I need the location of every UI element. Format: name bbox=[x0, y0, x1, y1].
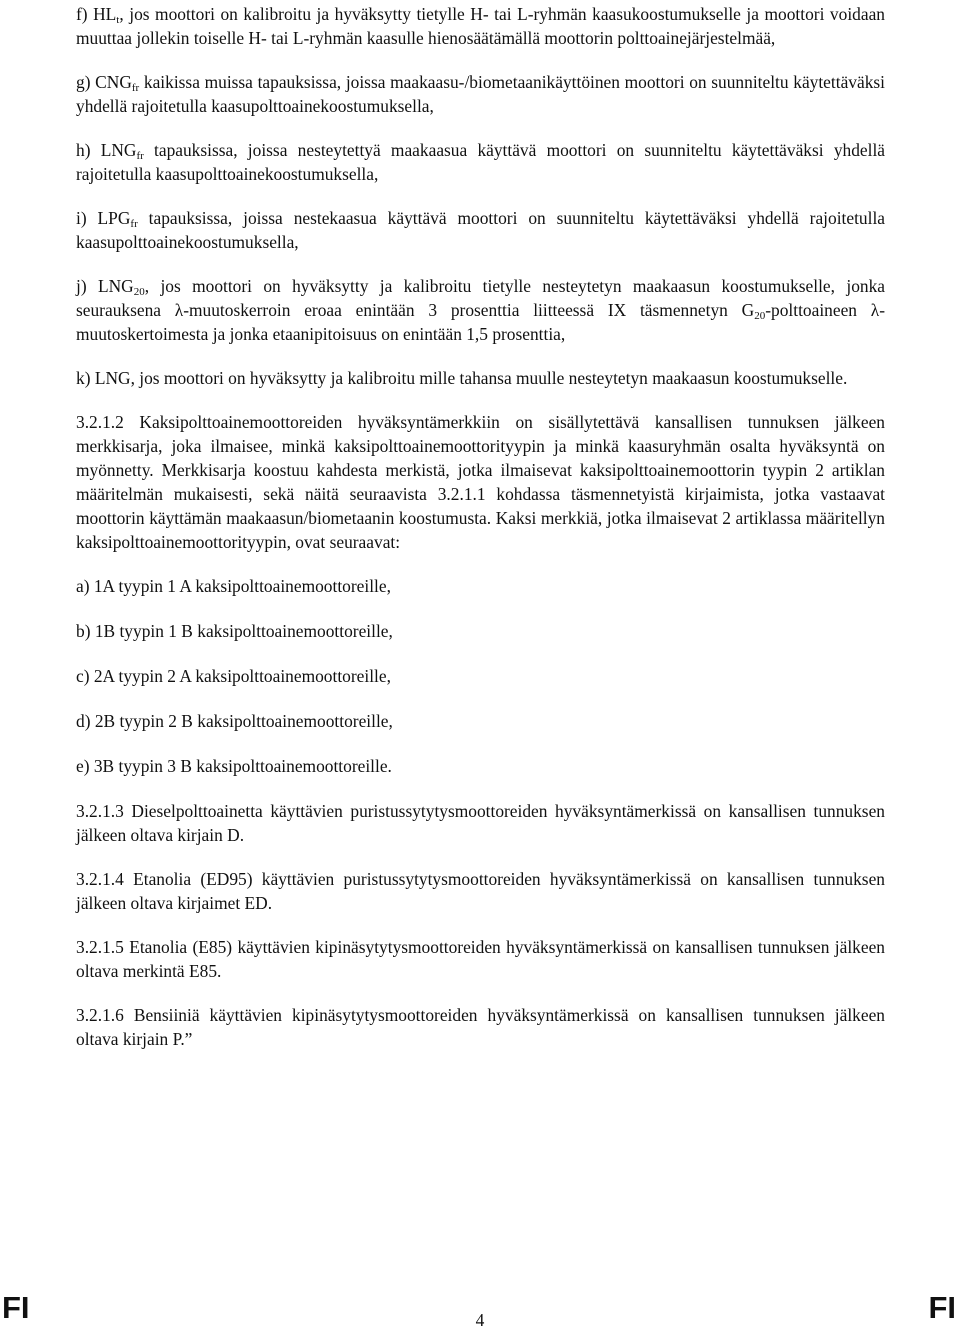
page-number: 4 bbox=[475, 1310, 485, 1330]
paragraph-g: g) $CNG_{fr}$ kaikissa muissa tapauksissa, joissa maakaasu-/biometaanikäyttöinen moottori on suunniteltu käytettäväksi yhdellä rajoitetulla kaasupolttoainekoostumuksella, bbox=[76, 72, 885, 116]
list-item-b: b) 1B tyypin 1 B kaksipolttoainemoottoreille, bbox=[76, 621, 393, 641]
list-item-e: e) 3B tyypin 3 B kaksipolttoainemoottoreille. bbox=[76, 756, 392, 776]
footer-language-left: FI bbox=[2, 1290, 30, 1325]
paragraph-3-2-1-6: 3.2.1.6 Bensiiniä käyttävien kipinäsytytysmoottoreiden hyväksyntämerkissä on kansallisen tunnuksen jälkeen oltava kirjain P.” bbox=[76, 1005, 885, 1049]
paragraph-3-2-1-2: 3.2.1.2 Kaksipolttoainemoottoreiden hyväksyntämerkkiin on sisällytettävä kansallisen tunnuksen jälkeen merkkisarja, joka ilmaisee, minkä kaksipolttoainemoottorityypin ja minkä kaasuryhmän osalta hyväksyntä on myönnetty. Merkkisarja koostuu kahdesta merkistä, jotka ilmaisevat kaksipolttoainemoottorin tyypin 2 artiklan määritelmän mukaisesti, sekä näitä seuraavista 3.2.1.1 kohdassa täsmennetyistä kirjaimista, jotka vastaavat moottorin käyttämän maakaasun/biometaanin koostumusta. Kaksi merkkiä, jotka ilmaisevat 2 artiklassa määritellyn kaksipolttoainemoottorityypin, ovat seuraavat: bbox=[76, 412, 885, 552]
paragraph-i: i) $LPG_{fr}$ tapauksissa, joissa nestekaasua käyttävä moottori on suunniteltu käytettäväksi yhdellä rajoitetulla kaasupolttoainekoostumuksella, bbox=[76, 208, 885, 252]
paragraph-3-2-1-5: 3.2.1.5 Etanolia (E85) käyttävien kipinäsytytysmoottoreiden hyväksyntämerkissä on kansallisen tunnuksen jälkeen oltava merkintä E85. bbox=[76, 937, 885, 981]
paragraph-3-2-1-3: 3.2.1.3 Dieselpolttoainetta käyttävien puristussytytysmoottoreiden hyväksyntämerkissä on kansallisen tunnuksen jälkeen oltava kirjain D. bbox=[76, 801, 885, 845]
list-item-a: a) 1A tyypin 1 A kaksipolttoainemoottoreille, bbox=[76, 576, 391, 596]
document-body bbox=[76, 2, 885, 1071]
paragraph-k: k) LNG, jos moottori on hyväksytty ja kalibroitu mille tahansa muulle nesteytetyn maakaasun koostumukselle. bbox=[76, 368, 848, 388]
paragraph-j: j) $LNG_{20}$, jos moottori on hyväksytty ja kalibroitu tietylle nesteytetyn maakaasun koostumukselle, jonka seurauksena λ-muutoskerroin eroaa enintään 3 prosenttia liitteessä IX täsmennetyn $G_{20}$-polttoaineen λ-muutoskertoimesta ja jonka etaanipitoisuus on enintään 1,5 prosenttia, bbox=[76, 276, 885, 344]
footer-language-right: FI bbox=[928, 1290, 956, 1325]
paragraph-h: h) $LNG_{fr}$ tapauksissa, joissa nesteytettyä maakaasua käyttävä moottori on suunniteltu käytettäväksi yhdellä rajoitetulla kaasupolttoainekoostumuksella, bbox=[76, 140, 886, 184]
paragraph-f: f) $HL_t$, jos moottori on kalibroitu ja hyväksytty tietylle H- tai L-ryhmän kaasukoostumukselle ja moottori voidaan muuttaa jollekin toiselle H- tai L-ryhmän kaasulle hienosäätämällä moottorin polttoainejärjestelmää, bbox=[76, 4, 885, 48]
list-item-c: c) 2A tyypin 2 A kaksipolttoainemoottoreille, bbox=[76, 666, 391, 686]
list-item-d: d) 2B tyypin 2 B kaksipolttoainemoottoreille, bbox=[76, 711, 393, 731]
paragraph-3-2-1-4: 3.2.1.4 Etanolia (ED95) käyttävien puristussytytysmoottoreiden hyväksyntämerkissä on kansallisen tunnuksen jälkeen oltava kirjaimet ED. bbox=[76, 869, 885, 913]
